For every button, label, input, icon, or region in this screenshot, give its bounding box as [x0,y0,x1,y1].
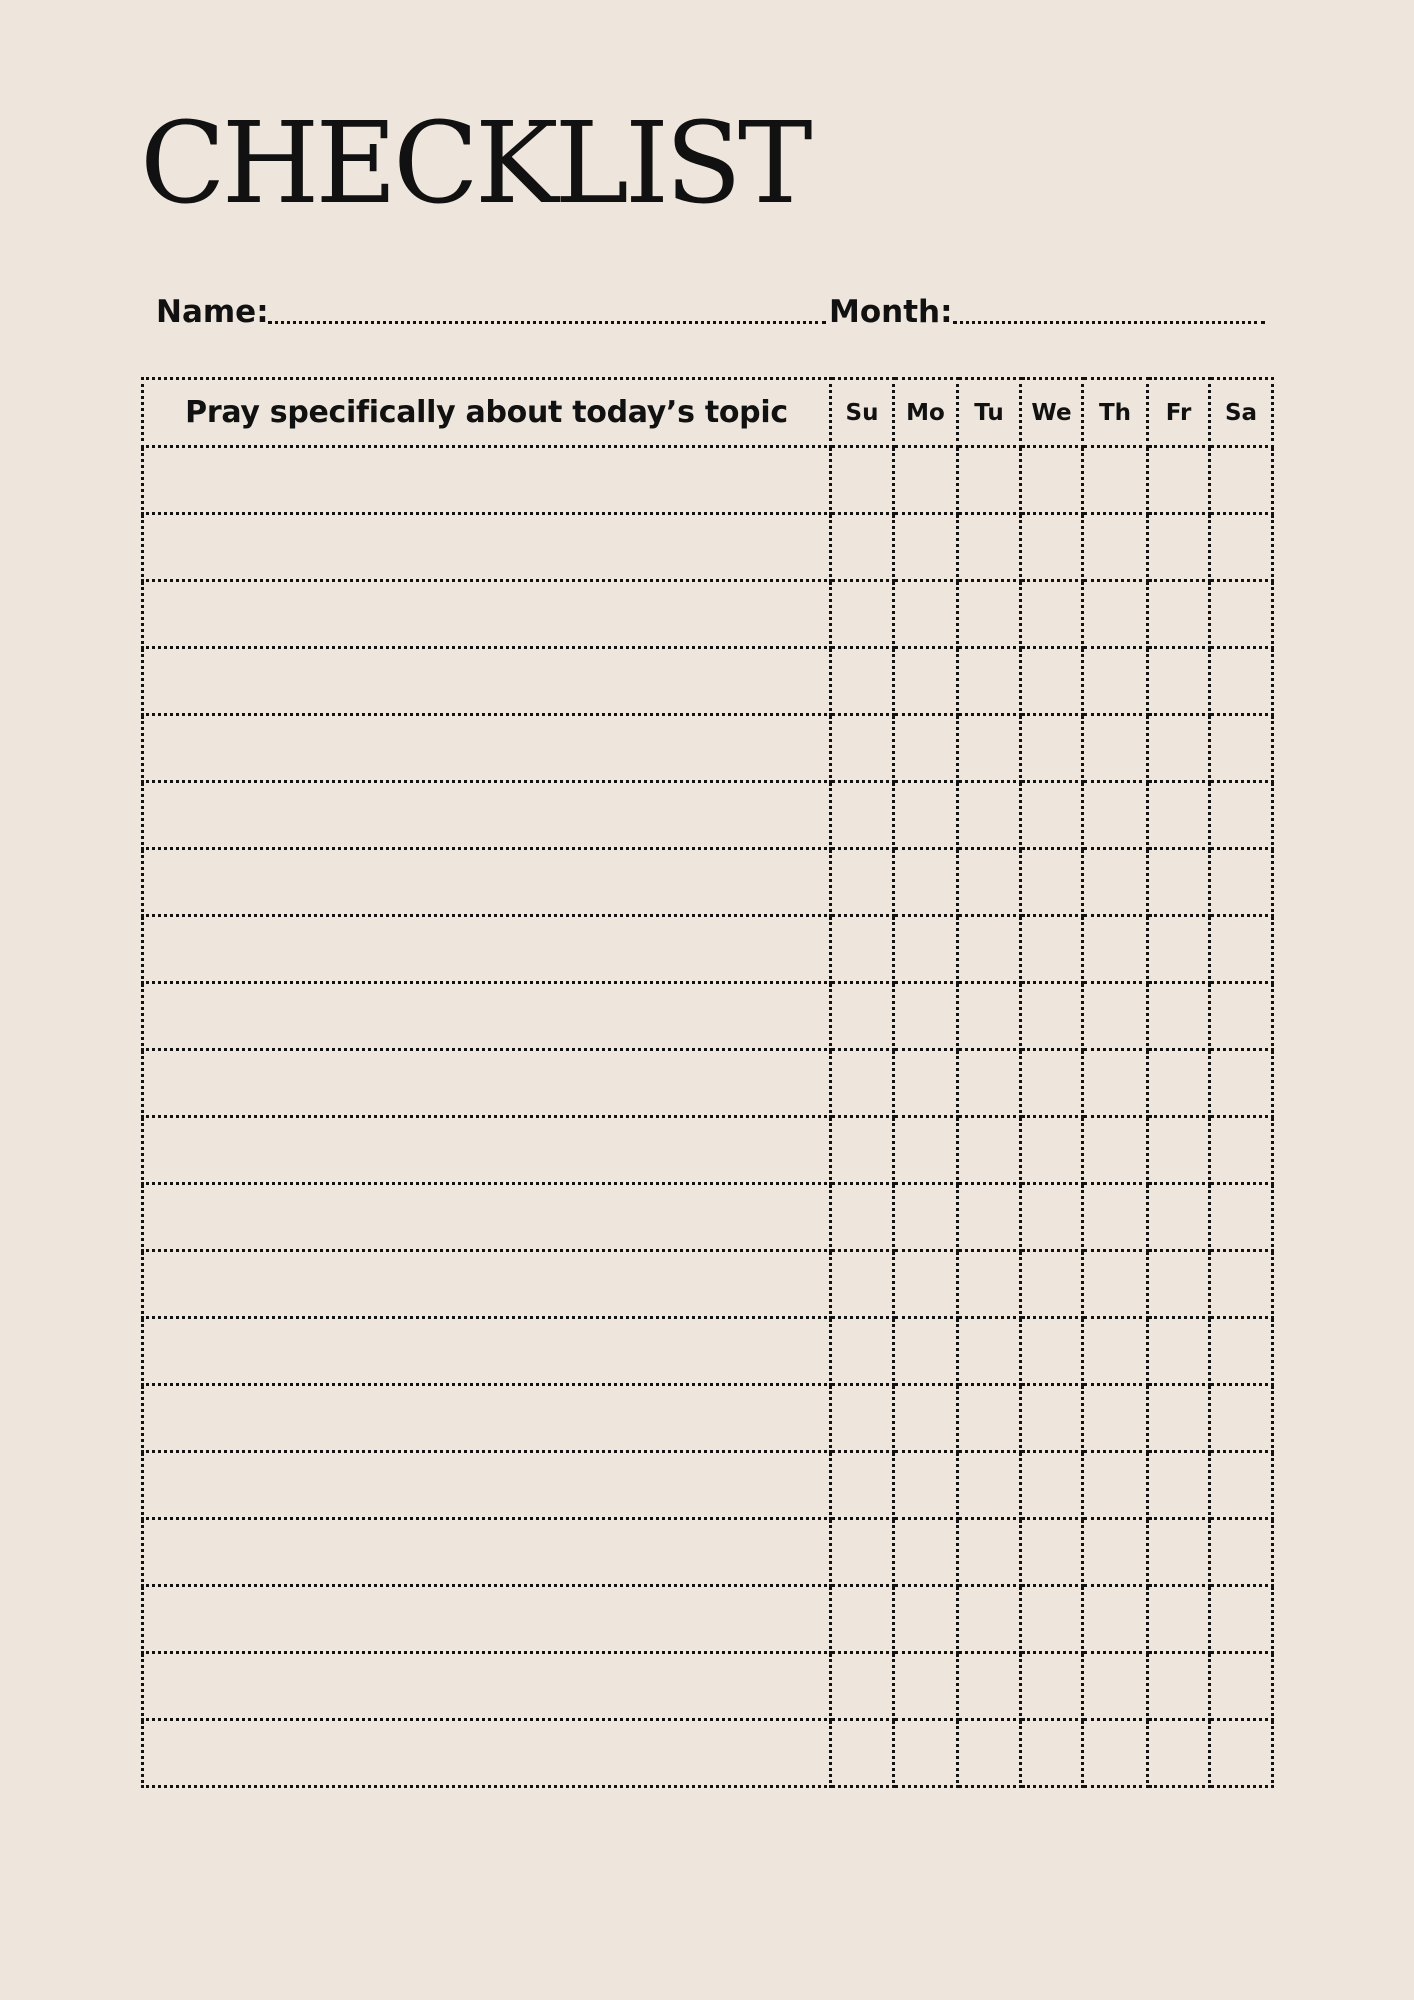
day-check-cell-su[interactable] [831,1452,894,1519]
day-check-cell-th[interactable] [1083,916,1148,983]
day-check-cell-mo[interactable] [894,1251,958,1318]
day-check-cell-we[interactable] [1021,1251,1083,1318]
day-check-cell-we[interactable] [1021,1452,1083,1519]
checklist-row [143,983,1273,1050]
day-check-cell-su[interactable] [831,1519,894,1586]
day-check-cell-tu[interactable] [958,849,1021,916]
day-check-cell-tu[interactable] [958,1251,1021,1318]
day-header-sa: Sa [1210,379,1273,447]
day-check-cell-tu[interactable] [958,581,1021,648]
checklist-row [143,1519,1273,1586]
day-check-cell-tu[interactable] [958,916,1021,983]
day-check-cell-fr[interactable] [1148,782,1210,849]
day-check-cell-fr[interactable] [1148,849,1210,916]
checklist-row [143,1050,1273,1117]
day-check-cell-sa[interactable] [1210,1720,1273,1787]
day-check-cell-th[interactable] [1083,1452,1148,1519]
topic-cell[interactable] [143,1519,831,1586]
checklist-table [141,377,1274,1788]
day-check-cell-we[interactable] [1021,849,1083,916]
day-check-cell-mo[interactable] [894,983,958,1050]
day-check-cell-tu[interactable] [958,983,1021,1050]
checklist-row [143,916,1273,983]
day-check-cell-tu[interactable] [958,648,1021,715]
topic-cell[interactable] [143,447,831,514]
day-check-cell-sa[interactable] [1210,1050,1273,1117]
day-check-cell-th[interactable] [1083,447,1148,514]
day-check-cell-su[interactable] [831,1586,894,1653]
day-check-cell-we[interactable] [1021,715,1083,782]
day-check-cell-th[interactable] [1083,1653,1148,1720]
day-check-cell-tu[interactable] [958,447,1021,514]
day-check-cell-mo[interactable] [894,1586,958,1653]
topic-cell[interactable] [143,1117,831,1184]
day-check-cell-th[interactable] [1083,514,1148,581]
day-check-cell-sa[interactable] [1210,514,1273,581]
checklist-row [143,1586,1273,1653]
day-check-cell-th[interactable] [1083,581,1148,648]
day-check-cell-mo[interactable] [894,916,958,983]
day-check-cell-su[interactable] [831,1653,894,1720]
day-check-cell-su[interactable] [831,648,894,715]
day-check-cell-tu[interactable] [958,1050,1021,1117]
day-check-cell-sa[interactable] [1210,648,1273,715]
day-check-cell-tu[interactable] [958,1452,1021,1519]
day-check-cell-we[interactable] [1021,916,1083,983]
day-check-cell-fr[interactable] [1148,715,1210,782]
day-check-cell-fr[interactable] [1148,1720,1210,1787]
day-check-cell-tu[interactable] [958,782,1021,849]
day-check-cell-fr[interactable] [1148,1251,1210,1318]
day-check-cell-we[interactable] [1021,581,1083,648]
checklist-row [143,782,1273,849]
topic-cell[interactable] [143,1720,831,1787]
topic-cell[interactable] [143,1385,831,1452]
name-field[interactable] [268,321,826,324]
day-check-cell-th[interactable] [1083,782,1148,849]
day-header-th: Th [1083,379,1148,447]
day-check-cell-tu[interactable] [958,1586,1021,1653]
day-check-cell-sa[interactable] [1210,1385,1273,1452]
day-check-cell-tu[interactable] [958,1117,1021,1184]
day-check-cell-sa[interactable] [1210,447,1273,514]
day-check-cell-fr[interactable] [1148,1318,1210,1385]
day-check-cell-fr[interactable] [1148,581,1210,648]
day-check-cell-sa[interactable] [1210,1251,1273,1318]
day-check-cell-fr[interactable] [1148,1385,1210,1452]
day-check-cell-sa[interactable] [1210,916,1273,983]
checklist-row [143,1385,1273,1452]
day-check-cell-we[interactable] [1021,1184,1083,1251]
day-check-cell-we[interactable] [1021,1318,1083,1385]
day-check-cell-th[interactable] [1083,1251,1148,1318]
checklist-row [143,1318,1273,1385]
day-check-cell-mo[interactable] [894,447,958,514]
day-header-we: We [1021,379,1083,447]
topic-cell[interactable] [143,983,831,1050]
day-check-cell-su[interactable] [831,1251,894,1318]
day-check-cell-su[interactable] [831,1720,894,1787]
checklist-row [143,1117,1273,1184]
day-check-cell-fr[interactable] [1148,1653,1210,1720]
day-header-tu: Tu [958,379,1021,447]
checklist-rows [143,447,1273,1787]
day-check-cell-mo[interactable] [894,581,958,648]
day-check-cell-we[interactable] [1021,447,1083,514]
month-label: Month: [829,294,953,330]
day-check-cell-sa[interactable] [1210,581,1273,648]
day-check-cell-th[interactable] [1083,1385,1148,1452]
day-check-cell-su[interactable] [831,715,894,782]
day-check-cell-we[interactable] [1021,1117,1083,1184]
day-check-cell-fr[interactable] [1148,983,1210,1050]
day-check-cell-th[interactable] [1083,715,1148,782]
day-check-cell-th[interactable] [1083,1184,1148,1251]
checklist-row [143,715,1273,782]
topic-cell[interactable] [143,1251,831,1318]
day-check-cell-mo[interactable] [894,514,958,581]
day-check-cell-fr[interactable] [1148,1452,1210,1519]
topic-cell[interactable] [143,1050,831,1117]
day-check-cell-mo[interactable] [894,1385,958,1452]
checklist-row [143,1720,1273,1787]
day-check-cell-mo[interactable] [894,648,958,715]
day-check-cell-fr[interactable] [1148,1586,1210,1653]
topic-cell[interactable] [143,1318,831,1385]
topic-cell[interactable] [143,581,831,648]
day-check-cell-th[interactable] [1083,1586,1148,1653]
checklist-row [143,447,1273,514]
day-check-cell-we[interactable] [1021,1720,1083,1787]
day-check-cell-th[interactable] [1083,1519,1148,1586]
day-check-cell-mo[interactable] [894,1184,958,1251]
day-check-cell-su[interactable] [831,1385,894,1452]
day-check-cell-th[interactable] [1083,983,1148,1050]
page-title: CHECKLIST [140,99,809,229]
checklist-row [143,1251,1273,1318]
day-check-cell-mo[interactable] [894,782,958,849]
day-check-cell-su[interactable] [831,514,894,581]
day-check-cell-mo[interactable] [894,1720,958,1787]
header-row [143,379,1273,447]
day-check-cell-fr[interactable] [1148,1117,1210,1184]
day-check-cell-tu[interactable] [958,715,1021,782]
day-check-cell-fr[interactable] [1148,514,1210,581]
day-header-mo: Mo [894,379,958,447]
day-check-cell-tu[interactable] [958,1519,1021,1586]
topic-cell[interactable] [143,849,831,916]
day-check-cell-tu[interactable] [958,1653,1021,1720]
day-check-cell-th[interactable] [1083,1117,1148,1184]
day-check-cell-fr[interactable] [1148,648,1210,715]
checklist-row [143,514,1273,581]
topic-cell[interactable] [143,514,831,581]
day-check-cell-su[interactable] [831,1184,894,1251]
day-check-cell-su[interactable] [831,1318,894,1385]
day-check-cell-th[interactable] [1083,1318,1148,1385]
day-check-cell-mo[interactable] [894,1117,958,1184]
day-check-cell-su[interactable] [831,1117,894,1184]
day-check-cell-we[interactable] [1021,1050,1083,1117]
checklist-row [143,648,1273,715]
topic-cell[interactable] [143,648,831,715]
day-check-cell-su[interactable] [831,782,894,849]
day-check-cell-we[interactable] [1021,983,1083,1050]
day-check-cell-we[interactable] [1021,1519,1083,1586]
checklist-row [143,1452,1273,1519]
day-check-cell-sa[interactable] [1210,1452,1273,1519]
day-check-cell-sa[interactable] [1210,715,1273,782]
topic-header: Pray specifically about today’s topic [143,379,831,447]
month-field[interactable] [953,321,1265,324]
checklist-row [143,581,1273,648]
day-check-cell-fr[interactable] [1148,447,1210,514]
checklist-row [143,849,1273,916]
day-check-cell-sa[interactable] [1210,1653,1273,1720]
day-check-cell-su[interactable] [831,1050,894,1117]
day-check-cell-mo[interactable] [894,715,958,782]
topic-cell[interactable] [143,916,831,983]
day-check-cell-sa[interactable] [1210,1519,1273,1586]
day-check-cell-su[interactable] [831,849,894,916]
day-check-cell-th[interactable] [1083,1050,1148,1117]
day-check-cell-sa[interactable] [1210,1184,1273,1251]
day-check-cell-su[interactable] [831,581,894,648]
day-check-cell-we[interactable] [1021,1385,1083,1452]
day-check-cell-sa[interactable] [1210,849,1273,916]
day-header-fr: Fr [1148,379,1210,447]
day-check-cell-mo[interactable] [894,1452,958,1519]
checklist-row [143,1184,1273,1251]
day-check-cell-tu[interactable] [958,1385,1021,1452]
day-check-cell-we[interactable] [1021,1653,1083,1720]
name-label: Name: [156,294,269,330]
day-check-cell-th[interactable] [1083,1720,1148,1787]
day-check-cell-sa[interactable] [1210,1117,1273,1184]
day-header-su: Su [831,379,894,447]
topic-cell[interactable] [143,1586,831,1653]
day-check-cell-th[interactable] [1083,849,1148,916]
day-check-cell-we[interactable] [1021,1586,1083,1653]
day-check-cell-th[interactable] [1083,648,1148,715]
day-check-cell-tu[interactable] [958,1318,1021,1385]
day-check-cell-fr[interactable] [1148,1519,1210,1586]
day-check-cell-we[interactable] [1021,648,1083,715]
day-check-cell-mo[interactable] [894,1318,958,1385]
day-check-cell-fr[interactable] [1148,916,1210,983]
topic-cell[interactable] [143,715,831,782]
day-check-cell-tu[interactable] [958,1184,1021,1251]
day-check-cell-tu[interactable] [958,1720,1021,1787]
day-check-cell-mo[interactable] [894,1519,958,1586]
day-check-cell-su[interactable] [831,983,894,1050]
topic-cell[interactable] [143,782,831,849]
day-check-cell-sa[interactable] [1210,983,1273,1050]
day-check-cell-we[interactable] [1021,514,1083,581]
day-check-cell-mo[interactable] [894,1050,958,1117]
topic-cell[interactable] [143,1452,831,1519]
checklist-row [143,1653,1273,1720]
day-check-cell-fr[interactable] [1148,1184,1210,1251]
day-check-cell-su[interactable] [831,447,894,514]
day-check-cell-tu[interactable] [958,514,1021,581]
day-check-cell-mo[interactable] [894,849,958,916]
day-check-cell-sa[interactable] [1210,1318,1273,1385]
topic-cell[interactable] [143,1653,831,1720]
day-check-cell-su[interactable] [831,916,894,983]
day-check-cell-sa[interactable] [1210,782,1273,849]
day-check-cell-fr[interactable] [1148,1050,1210,1117]
day-check-cell-sa[interactable] [1210,1586,1273,1653]
topic-cell[interactable] [143,1184,831,1251]
day-check-cell-mo[interactable] [894,1653,958,1720]
day-check-cell-we[interactable] [1021,782,1083,849]
